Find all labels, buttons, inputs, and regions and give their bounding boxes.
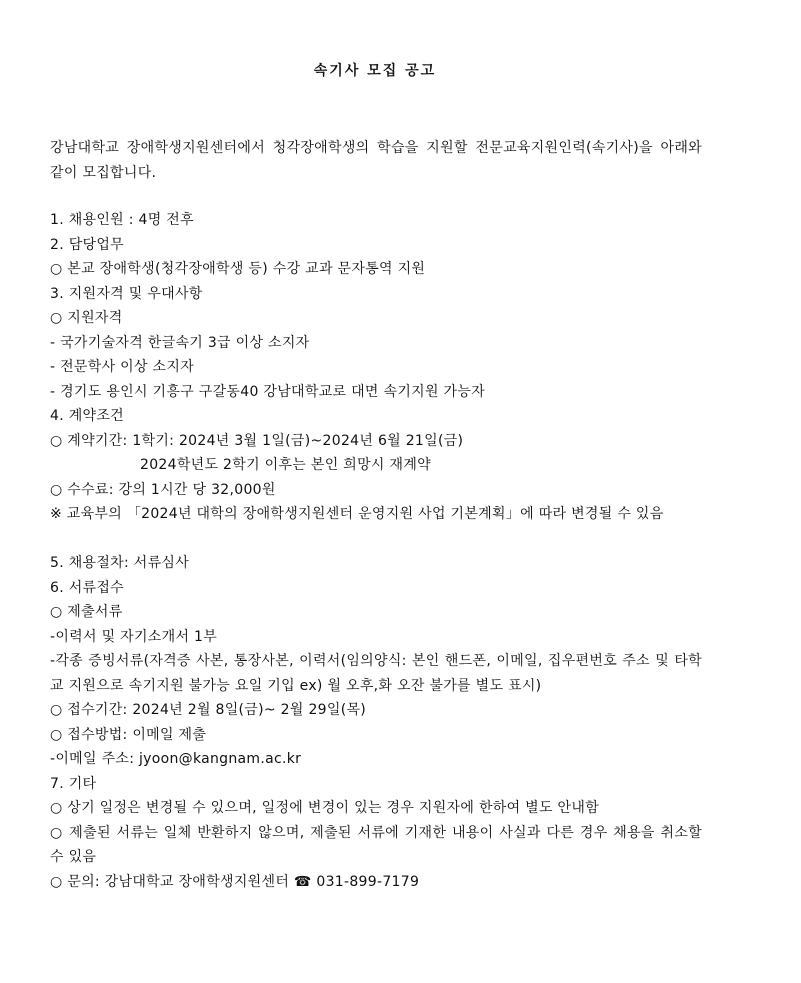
section-other-heading: 7. 기타: [50, 775, 97, 792]
submission-method: ○ 접수방법: 이메일 제출: [50, 726, 207, 743]
contract-fee: ○ 수수료: 강의 1시간 당 32,000원: [50, 481, 276, 498]
document-item: -각종 증빙서류(자격증 사본, 통장사본, 이력서(임의양식: 본인 핸드폰, 이메일, 집우편번호 주소 및 타학교 지원으로 속기지원 불가능 요일 기입 ex) 월 오후,화 오잔 불가를 별도 표시): [50, 653, 702, 694]
document-title: 속기사 모집 공고: [313, 63, 437, 79]
qualification-item: - 국가기술자격 한글속기 3급 이상 소지자: [50, 334, 310, 351]
notice-body: [50, 208, 702, 894]
contract-renewal-note: 2024학년도 2학기 이후는 본인 희망시 재계약: [140, 457, 431, 473]
documents-subheading: ○ 제출서류: [50, 604, 123, 620]
other-item: ○ 상기 일정은 변경될 수 있으며, 일정에 변경이 있는 경우 지원자에 한하여 별도 안내함: [50, 800, 600, 816]
intro-paragraph: 강남대학교 장애학생지원센터에서 청각장애학생의 학습을 지원할 전문교육지원인력(속기사)을 아래와 같이 모집합니다.: [50, 140, 702, 181]
contract-period: ○ 계약기간: 1학기: 2024년 3월 1일(금)~2024년 6월 21일(금): [50, 432, 464, 449]
section-contract-heading: 4. 계약조건: [50, 408, 125, 424]
section-submission-heading: 6. 서류접수: [50, 579, 125, 596]
section-procedure: 5. 채용절차: 서류심사: [50, 555, 190, 571]
document-item: -이력서 및 자기소개서 1부: [50, 628, 218, 645]
qualification-item: - 경기도 용인시 기흥구 구갈동40 강남대학교로 대면 속기지원 가능자: [50, 383, 486, 400]
ministry-change-note: ※ 교육부의 「2024년 대학의 장애학생지원센터 운영지원 사업 기본계획」에 따라 변경될 수 있음: [50, 506, 664, 522]
submission-email: -이메일 주소: jyoon@kangnam.ac.kr: [50, 751, 302, 767]
qualification-item: - 전문학사 이상 소지자: [50, 359, 195, 375]
duty-item: ○ 본교 장애학생(청각장애학생 등) 수강 교과 문자통역 지원: [50, 261, 426, 277]
other-item: ○ 제출된 서류는 일체 반환하지 않으며, 제출된 서류에 기재한 내용이 사실과 다른 경우 채용을 취소할 수 있음: [50, 824, 702, 865]
section-qualifications-heading: 3. 지원자격 및 우대사항: [50, 285, 203, 302]
qualifications-subheading: ○ 지원자격: [50, 310, 123, 326]
section-duties-heading: 2. 담당업무: [50, 236, 125, 253]
submission-period: ○ 접수기간: 2024년 2월 8일(금)~ 2월 29일(목): [50, 702, 367, 718]
contact-info: ○ 문의: 강남대학교 장애학생지원센터 ☎ 031-899-7179: [50, 873, 420, 890]
section-recruit-count: 1. 채용인원 : 4명 전후: [50, 212, 194, 228]
